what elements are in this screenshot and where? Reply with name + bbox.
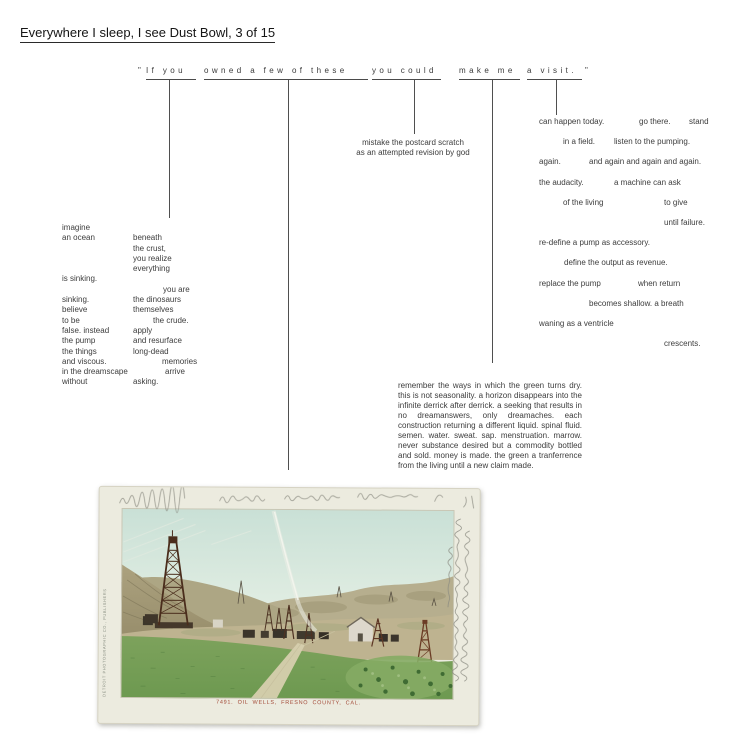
poem-word: the things <box>62 346 97 356</box>
poem-word: when return <box>638 278 681 288</box>
page-title: Everywhere I sleep, I see Dust Bowl, 3 of 15 <box>20 25 275 43</box>
quote-segment-make-me: make me <box>459 66 520 80</box>
poem-word: replace the pump <box>539 278 601 288</box>
poem-word: crescents. <box>664 339 701 349</box>
poem-word: waning as a ventricle <box>539 318 614 328</box>
poem-row <box>62 254 282 264</box>
poem-row <box>539 198 729 218</box>
poem-word: long-dead <box>133 346 169 356</box>
poem-row <box>62 336 282 346</box>
poem-row <box>62 295 282 305</box>
poem-word: sinking. <box>62 295 90 305</box>
poem-word: and viscous. <box>62 356 107 366</box>
poem-word: asking. <box>133 377 159 387</box>
poem-word: define the output as revenue. <box>564 258 668 268</box>
postcard-caption: 7491. OIL WELLS, FRESNO COUNTY, CAL. <box>216 699 361 707</box>
annotation-line: mistake the postcard scratch <box>362 138 464 147</box>
poem-word: false. instead <box>62 325 110 335</box>
poem-row <box>62 223 282 233</box>
poem-row <box>62 377 282 387</box>
poem-word: again. <box>539 157 561 167</box>
poem-row <box>539 218 729 238</box>
poem-word: you are <box>163 284 190 294</box>
poem-word: the pump <box>62 336 96 346</box>
poem-row <box>62 347 282 357</box>
poem-word: a machine can ask <box>614 177 681 187</box>
poem-word: memories <box>162 356 198 366</box>
poem-row <box>62 244 282 254</box>
poem-word: you realize <box>133 253 172 263</box>
right-poem-block <box>539 117 729 359</box>
annotation-block <box>330 138 496 158</box>
annotation-line: as an attempted revision by god <box>356 148 470 157</box>
poem-row <box>539 117 729 137</box>
connector-line-you-could <box>414 80 415 134</box>
poem-word: arrive <box>165 367 186 377</box>
poem-word: everything <box>133 264 170 274</box>
poem-row <box>62 316 282 326</box>
quote-segment-you-could: you could <box>372 66 441 80</box>
poem-row <box>62 233 282 243</box>
poem-word: of the living <box>563 197 604 207</box>
poem-word: listen to the pumping. <box>614 137 691 147</box>
left-poem-block <box>62 223 282 388</box>
poem-row <box>539 137 729 157</box>
poem-word: re-define a pump as accessory. <box>539 238 651 248</box>
poem-word: can happen today. <box>539 117 605 126</box>
poem-row <box>62 274 282 284</box>
publisher-credit: DETROIT PHOTOGRAPHIC CO., PUBLISHERS <box>101 588 108 697</box>
poem-row <box>539 258 729 278</box>
poem-word: to give <box>664 197 688 207</box>
poem-row <box>539 178 729 198</box>
poem-word: without <box>62 377 88 387</box>
quote-segment-a-visit: a visit. <box>527 66 582 80</box>
prose-paragraph: remember the ways in which the green turns dry. this is not seasonality. a horizon disappears into the infinite derrick after derrick. a seeking that results in no dreamanswers, only dreamaches. each construction returning a different liquid. spinal fluid. semen. water. sweat. sap. menstruation. marrow. never substance desired but a commodity bottled and sold. money is made. the green a tranferrence from the living until a new claim made. <box>398 381 582 470</box>
poem-row <box>62 326 282 336</box>
connector-line-make-me <box>492 80 493 363</box>
poem-word: until failure. <box>664 217 705 227</box>
poem-word: an ocean <box>62 233 95 243</box>
poem-word: is sinking. <box>62 274 98 284</box>
poem-row <box>62 357 282 367</box>
poem-word: the crude. <box>153 315 189 325</box>
poem-word: and resurface <box>133 336 182 346</box>
poem-word: the dinosaurs <box>133 295 182 305</box>
poem-row <box>539 299 729 319</box>
postcard-photo <box>120 508 454 700</box>
poem-word: to be <box>62 315 80 325</box>
poem-word: the audacity. <box>539 177 584 187</box>
quote-segment-if-you: If you <box>146 66 196 80</box>
poem-word: becomes shallow. a breath <box>589 298 684 308</box>
poem-word: apply <box>133 325 153 335</box>
poem-row <box>539 279 729 299</box>
poem-word: themselves <box>133 305 174 315</box>
poem-row <box>62 305 282 315</box>
connector-line-if-you <box>169 80 170 218</box>
poem-row <box>62 264 282 274</box>
poem-word: imagine <box>62 223 91 232</box>
poem-row <box>539 319 729 339</box>
poem-word: go there. <box>639 117 671 126</box>
quote-open-mark: " <box>138 66 145 75</box>
poem-row <box>62 285 282 295</box>
quote-segment-owned: owned a few of these <box>204 66 368 80</box>
poem-row <box>539 157 729 177</box>
quote-close-mark: " <box>585 66 592 75</box>
postcard <box>97 486 480 726</box>
poem-row <box>62 367 282 377</box>
poem-word: beneath <box>133 233 162 243</box>
connector-line-owned <box>288 80 289 470</box>
poem-word: in the dreamscape <box>62 367 128 377</box>
poem-row <box>539 238 729 258</box>
poem-word: the crust, <box>133 243 166 253</box>
poem-word: stand <box>689 117 709 126</box>
poem-word: in a field. <box>563 137 596 147</box>
poem-word: believe <box>62 305 88 315</box>
poem-row <box>539 339 729 359</box>
poem-word: and again and again and again. <box>589 157 702 167</box>
connector-line-a-visit <box>556 80 557 115</box>
